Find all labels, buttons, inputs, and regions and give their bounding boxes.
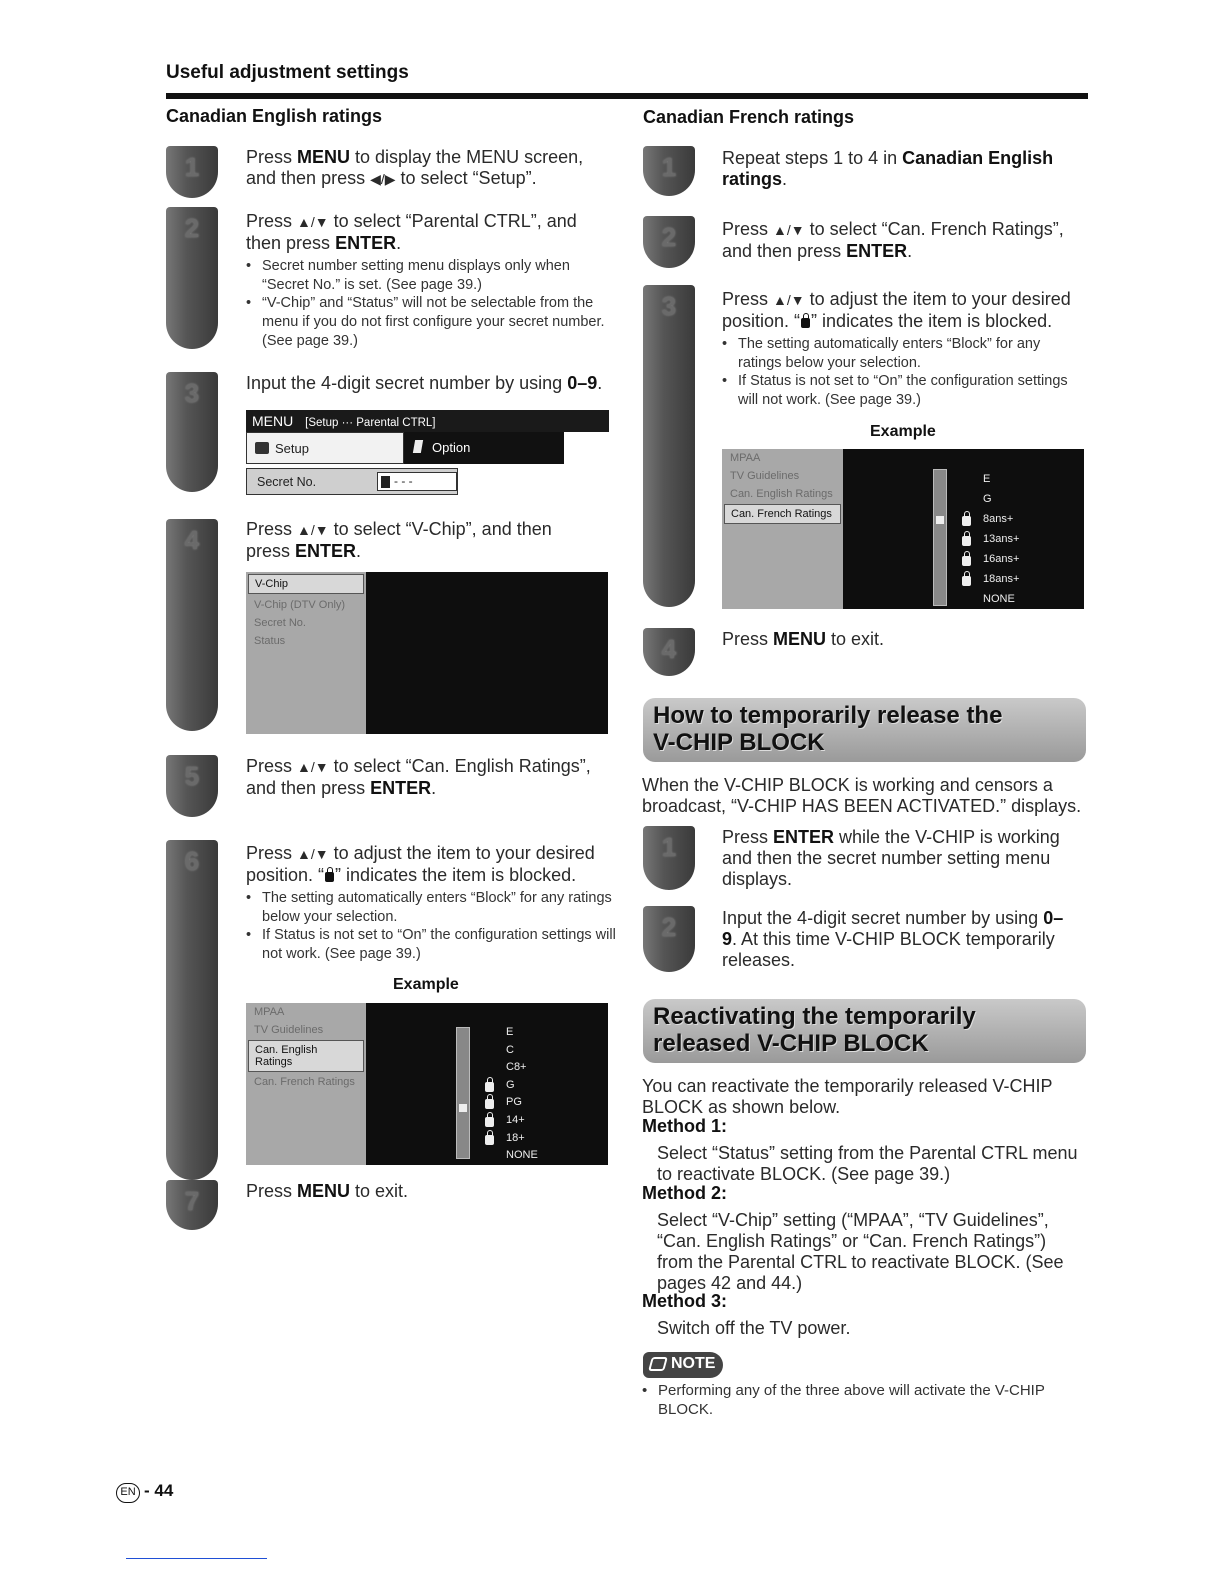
method-1-text: Select “Status” setting from the Parental CTRL menu to reactivate BLOCK. (See page 39.) xyxy=(657,1143,1078,1184)
reactivate-vchip-banner: Reactivating the temporarily released V-CHIP BLOCK xyxy=(643,999,1086,1063)
pencil-note-icon xyxy=(648,1357,668,1371)
step-badge-rel-1: 1 xyxy=(643,826,695,890)
lock-icon xyxy=(801,318,810,328)
english-step-2-bullet-2: • “V-Chip” and “Status” will not be selectable from the menu if you do not first configure your secret number. (See page 39.) xyxy=(246,294,616,351)
page-number: EN - 44 xyxy=(116,1481,173,1503)
english-example-label: Example xyxy=(393,976,459,993)
menu-item-rating-category[interactable]: MPAA xyxy=(254,1006,285,1018)
up-down-arrow-icon: ▲/▼ xyxy=(297,759,329,775)
release-vchip-banner: How to temporarily release the V-CHIP BLOCK xyxy=(643,698,1086,762)
lock-icon xyxy=(485,1082,494,1092)
menu-item-rating-category[interactable]: Can. English Ratings xyxy=(730,488,833,500)
rating-label[interactable]: G xyxy=(983,493,992,505)
release-step-1-text: Press ENTER while the V-CHIP is working and then the secret number setting menu displays. xyxy=(722,827,1060,889)
step-badge-fr-2: 2 xyxy=(643,216,695,268)
rating-label[interactable]: C8+ xyxy=(506,1061,527,1074)
french-step-4-text: Press MENU to exit. xyxy=(722,629,885,649)
up-down-arrow-icon: ▲/▼ xyxy=(297,846,329,862)
reactivate-intro: You can reactivate the temporarily released V-CHIP BLOCK as shown below. xyxy=(642,1076,1053,1117)
lock-icon xyxy=(962,556,971,566)
method-3-text: Switch off the TV power. xyxy=(657,1318,851,1338)
menu-item-vchip-dtv[interactable]: V-Chip (DTV Only) xyxy=(254,599,346,611)
rating-label[interactable]: E xyxy=(983,473,991,485)
menu-item-rating-category[interactable]: TV Guidelines xyxy=(254,1024,324,1036)
menu-item-rating-category[interactable]: MPAA xyxy=(730,452,761,464)
rating-label[interactable]: 13ans+ xyxy=(983,533,1020,545)
english-ratings-screen xyxy=(246,1003,608,1165)
step-badge-6: 6 xyxy=(166,840,218,1180)
step-badge-fr-4: 4 xyxy=(643,628,695,676)
step-badge-fr-3: 3 xyxy=(643,285,695,607)
step-badge-1: 1 xyxy=(166,146,218,198)
menu-item-vchip[interactable]: V-Chip xyxy=(248,574,364,594)
rating-label[interactable]: PG xyxy=(506,1096,522,1109)
lock-icon xyxy=(962,536,971,546)
menu-item-rating-category[interactable]: TV Guidelines xyxy=(730,470,800,482)
french-ratings-screen xyxy=(722,449,1084,609)
up-down-arrow-icon: ▲/▼ xyxy=(297,214,329,230)
step-badge-rel-2: 2 xyxy=(643,906,695,972)
step-badge-3: 3 xyxy=(166,372,218,492)
up-down-arrow-icon: ▲/▼ xyxy=(773,292,805,308)
rating-label[interactable]: NONE xyxy=(506,1149,538,1162)
french-example-label: Example xyxy=(870,423,936,440)
method-1-title: Method 1: xyxy=(642,1116,727,1136)
release-step-2-text: Input the 4-digit secret number by using 0– 9. At this time V-CHIP BLOCK temporarily releases. xyxy=(722,908,1064,970)
up-down-arrow-icon: ▲/▼ xyxy=(297,522,329,538)
english-ratings-title: Canadian English ratings xyxy=(166,106,383,126)
page-section-title: Useful adjustment settings xyxy=(166,62,409,83)
english-step-3-text: Input the 4-digit secret number by using 0–9. xyxy=(246,373,603,393)
up-down-arrow-icon: ▲/▼ xyxy=(773,222,805,238)
method-2-text: Select “V-Chip” setting (“MPAA”, “TV Guidelines”, “Can. English Ratings” or “Can. French Ratings”) from the Parental CTRL to reactivate BLOCK. (See pages 42 and 44.) xyxy=(657,1210,1064,1293)
note-text: • Performing any of the three above will activate the V-CHIP BLOCK. xyxy=(642,1381,1086,1419)
french-ratings-title: Canadian French ratings xyxy=(643,107,855,127)
note-badge: NOTE xyxy=(643,1352,723,1378)
lock-icon xyxy=(485,1135,494,1145)
language-badge-icon: EN xyxy=(116,1483,140,1503)
rating-label[interactable]: 8ans+ xyxy=(983,513,1014,525)
english-step-2-bullet-1: • Secret number setting menu displays only when “Secret No.” is set. (See page 39.) xyxy=(246,257,616,295)
vchip-menu-screen xyxy=(246,572,608,734)
lock-icon xyxy=(485,1099,494,1109)
menu-item-secret-no[interactable]: Secret No. xyxy=(254,617,306,629)
method-3-title: Method 3: xyxy=(642,1291,727,1311)
menu-screen-secret-no xyxy=(246,410,609,496)
menu-item-rating-category[interactable]: Can. English Ratings xyxy=(248,1040,364,1072)
release-intro: When the V-CHIP BLOCK is working and censors a broadcast, “V-CHIP HAS BEEN ACTIVATED.” displays. xyxy=(642,775,1082,816)
english-step-6-bullet-1: • The setting automatically enters “Block” for any ratings below your selection. xyxy=(246,889,616,927)
french-step-3-bullet-1: • The setting automatically enters “Block” for any ratings below your selection. xyxy=(722,335,1086,373)
rating-label[interactable]: C xyxy=(506,1043,514,1056)
method-2-title: Method 2: xyxy=(642,1183,727,1203)
menu-bar: MENU [Setup ··· Parental CTRL] xyxy=(246,410,609,432)
french-step-2-text: Press ▲/▼ to select “Can. French Ratings”, and then press ENTER. xyxy=(722,219,1064,261)
lock-icon xyxy=(962,516,971,526)
option-icon xyxy=(413,440,423,453)
lock-icon xyxy=(485,1117,494,1127)
french-step-1-text: Repeat steps 1 to 4 in Canadian English ratings. xyxy=(722,148,1054,189)
secret-no-input[interactable]: - - - xyxy=(377,472,457,491)
english-step-2-text: Press ▲/▼ to select “Parental CTRL”, and then press ENTER. xyxy=(246,211,577,253)
menu-item-rating-category[interactable]: Can. French Ratings xyxy=(724,504,841,524)
menu-item-rating-category[interactable]: Can. French Ratings xyxy=(254,1076,355,1088)
rating-label[interactable]: E xyxy=(506,1026,514,1038)
footer-link-rule xyxy=(126,1558,267,1559)
english-step-1-text: Press MENU to display the MENU screen, and then press ◀/▶ to select “Setup”. xyxy=(246,147,584,188)
lock-icon xyxy=(962,576,971,586)
step-badge-2: 2 xyxy=(166,207,218,349)
cursor-icon xyxy=(381,476,390,488)
english-step-6-bullet-2: • If Status is not set to “On” the configuration settings will not work. (See page 39.) xyxy=(246,926,616,964)
english-step-7-text: Press MENU to exit. xyxy=(246,1181,409,1201)
step-badge-7: 7 xyxy=(166,1180,218,1230)
french-step-3-text: Press ▲/▼ to adjust the item to your desired position. “ ” indicates the item is blocked. xyxy=(722,289,1071,331)
step-badge-5: 5 xyxy=(166,755,218,817)
tab-setup[interactable]: Setup xyxy=(246,432,404,464)
step-badge-4: 4 xyxy=(166,519,218,731)
french-step-3-bullet-2: • If Status is not set to “On” the configuration settings will not work. (See page 39.) xyxy=(722,372,1086,410)
header-rule xyxy=(166,93,1088,99)
rating-label[interactable]: NONE xyxy=(983,593,1015,605)
english-step-4-text: Press ▲/▼ to select “V-Chip”, and then press ENTER. xyxy=(246,519,552,561)
step-badge-fr-1: 1 xyxy=(643,146,695,196)
lock-icon xyxy=(325,872,334,882)
secret-no-field[interactable]: Secret No. - - - xyxy=(246,468,458,495)
english-step-5-text: Press ▲/▼ to select “Can. English Ratings”, and then press ENTER. xyxy=(246,756,591,798)
rating-label[interactable]: 18+ xyxy=(506,1131,525,1144)
tab-option[interactable]: Option xyxy=(404,432,564,464)
english-step-6-text: Press ▲/▼ to adjust the item to your desired position. “ ” indicates the item is blocked. xyxy=(246,843,595,885)
menu-item-status[interactable]: Status xyxy=(254,635,286,647)
rating-label[interactable]: 16ans+ xyxy=(983,553,1020,565)
setup-icon xyxy=(255,442,269,454)
rating-label[interactable]: 18ans+ xyxy=(983,573,1020,585)
rating-label[interactable]: G xyxy=(506,1078,515,1091)
rating-label[interactable]: 14+ xyxy=(506,1114,525,1126)
left-right-arrow-icon: ◀/▶ xyxy=(370,171,396,187)
